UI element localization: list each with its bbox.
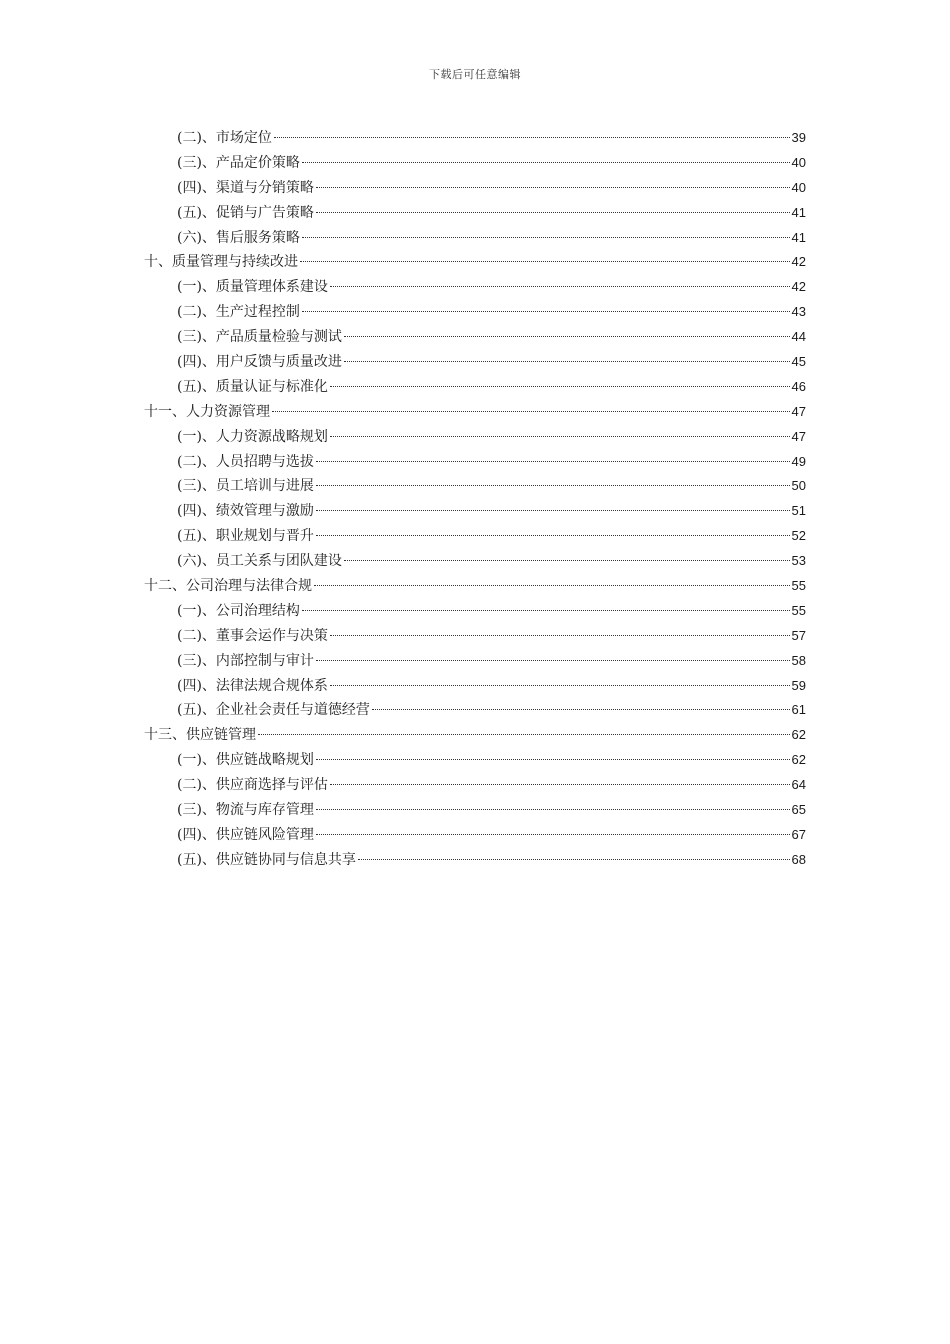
toc-section-entry[interactable] — [144, 126, 806, 151]
toc-entry-page-number: 58 — [791, 652, 806, 668]
toc-dot-leader — [274, 137, 790, 138]
toc-dot-leader — [302, 162, 790, 163]
toc-dot-leader — [316, 834, 790, 835]
toc-dot-leader — [372, 709, 790, 710]
toc-entry-page-number: 55 — [791, 578, 806, 594]
toc-entry-page-number: 52 — [791, 528, 806, 544]
toc-dot-leader — [316, 187, 790, 188]
toc-entry-page-number: 42 — [791, 254, 806, 270]
toc-dot-leader — [330, 685, 790, 686]
toc-entry-page-number: 47 — [791, 428, 806, 444]
toc-dot-leader — [316, 510, 790, 511]
toc-dot-leader — [316, 535, 790, 536]
toc-entry-page-number: 44 — [791, 329, 806, 345]
toc-entry-page-number: 64 — [791, 777, 806, 793]
toc-dot-leader — [316, 212, 790, 213]
toc-entry-title: (二)、人员招聘与选拔 — [177, 453, 314, 470]
toc-section-entry[interactable] — [144, 698, 806, 723]
toc-entry-page-number: 67 — [791, 826, 806, 842]
toc-entry-title: (三)、内部控制与审计 — [177, 652, 314, 669]
toc-section-entry[interactable] — [144, 425, 806, 450]
toc-section-entry[interactable] — [144, 748, 806, 773]
toc-dot-leader — [314, 585, 790, 586]
toc-entry-title: (二)、董事会运作与决策 — [177, 627, 328, 644]
toc-entry-page-number: 50 — [791, 478, 806, 494]
toc-section-entry[interactable] — [144, 201, 806, 226]
toc-entry-title: (二)、市场定位 — [177, 130, 272, 146]
toc-section-entry[interactable] — [144, 275, 806, 300]
toc-dot-leader — [330, 436, 790, 437]
toc-section-entry[interactable] — [144, 624, 806, 649]
toc-section-entry[interactable] — [144, 151, 806, 176]
toc-entry-title: (二)、供应商选择与评估 — [177, 777, 328, 794]
toc-section-entry[interactable] — [144, 823, 806, 848]
toc-entry-page-number: 41 — [791, 204, 806, 220]
toc-section-entry[interactable] — [144, 474, 806, 499]
toc-dot-leader — [316, 660, 790, 661]
toc-entry-title: 十一、人力资源管理 — [144, 403, 270, 420]
toc-section-entry[interactable] — [144, 176, 806, 201]
toc-entry-page-number: 57 — [791, 627, 806, 643]
toc-entry-title: 十二、公司治理与法律合规 — [144, 578, 312, 595]
toc-dot-leader — [358, 859, 790, 860]
toc-entry-page-number: 51 — [791, 503, 806, 519]
toc-entry-page-number: 65 — [791, 802, 806, 818]
toc-section-entry[interactable] — [144, 798, 806, 823]
toc-section-entry[interactable] — [144, 499, 806, 524]
toc-dot-leader — [272, 411, 790, 412]
toc-dot-leader — [302, 610, 790, 611]
toc-entry-page-number: 55 — [791, 602, 806, 618]
toc-section-entry[interactable] — [144, 350, 806, 375]
toc-dot-leader — [344, 336, 790, 337]
toc-section-entry[interactable] — [144, 674, 806, 699]
toc-section-entry[interactable] — [144, 599, 806, 624]
toc-dot-leader — [330, 635, 790, 636]
table-of-contents — [144, 126, 806, 873]
toc-section-entry[interactable] — [144, 450, 806, 475]
toc-entry-page-number: 43 — [791, 304, 806, 320]
toc-dot-leader — [300, 261, 790, 262]
toc-chapter-entry[interactable] — [144, 723, 806, 748]
toc-entry-page-number: 39 — [791, 130, 806, 145]
toc-entry-title: (五)、质量认证与标准化 — [177, 378, 328, 395]
toc-entry-page-number: 53 — [791, 553, 806, 569]
toc-entry-page-number: 46 — [791, 378, 806, 394]
toc-entry-page-number: 47 — [791, 403, 806, 419]
toc-entry-title: (五)、供应链协同与信息共享 — [177, 851, 356, 868]
toc-dot-leader — [316, 485, 790, 486]
toc-entry-title: (三)、物流与库存管理 — [177, 802, 314, 819]
toc-dot-leader — [344, 361, 790, 362]
toc-entry-title: (一)、人力资源战略规划 — [177, 428, 328, 445]
toc-dot-leader — [344, 560, 790, 561]
toc-dot-leader — [330, 784, 790, 785]
toc-chapter-entry[interactable] — [144, 400, 806, 425]
toc-entry-title: (一)、质量管理体系建设 — [177, 279, 328, 296]
toc-entry-title: (六)、售后服务策略 — [177, 229, 300, 246]
toc-entry-title: (三)、员工培训与进展 — [177, 478, 314, 495]
toc-entry-page-number: 61 — [791, 702, 806, 718]
toc-dot-leader — [330, 386, 790, 387]
toc-entry-title: (六)、员工关系与团队建设 — [177, 553, 342, 570]
toc-entry-title: (一)、公司治理结构 — [177, 602, 300, 619]
toc-section-entry[interactable] — [144, 226, 806, 251]
toc-section-entry[interactable] — [144, 649, 806, 674]
toc-entry-page-number: 41 — [791, 229, 806, 245]
toc-entry-title: (二)、生产过程控制 — [177, 304, 300, 321]
toc-entry-page-number: 62 — [791, 752, 806, 768]
toc-dot-leader — [302, 311, 790, 312]
toc-section-entry[interactable] — [144, 549, 806, 574]
toc-entry-title: (五)、职业规划与晋升 — [177, 528, 314, 545]
toc-entry-title: (五)、企业社会责任与道德经营 — [177, 702, 370, 719]
toc-chapter-entry[interactable] — [144, 574, 806, 599]
toc-section-entry[interactable] — [144, 300, 806, 325]
toc-dot-leader — [330, 286, 790, 287]
toc-dot-leader — [302, 237, 790, 238]
toc-entry-title: (五)、促销与广告策略 — [177, 204, 314, 221]
page-header: 下载后可任意编辑 — [429, 68, 521, 81]
toc-entry-page-number: 68 — [791, 851, 806, 867]
toc-entry-page-number: 49 — [791, 453, 806, 469]
toc-entry-title: (四)、绩效管理与激励 — [177, 503, 314, 520]
toc-section-entry[interactable] — [144, 848, 806, 873]
toc-entry-page-number: 62 — [791, 727, 806, 743]
toc-chapter-entry[interactable] — [144, 250, 806, 275]
toc-entry-title: 十、质量管理与持续改进 — [144, 254, 298, 271]
toc-entry-title: (四)、用户反馈与质量改进 — [177, 354, 342, 371]
toc-section-entry[interactable] — [144, 375, 806, 400]
toc-entry-page-number: 40 — [791, 154, 806, 170]
toc-dot-leader — [316, 759, 790, 760]
toc-dot-leader — [316, 461, 790, 462]
toc-dot-leader — [258, 734, 790, 735]
toc-entry-page-number: 45 — [791, 354, 806, 370]
toc-entry-title: (四)、供应链风险管理 — [177, 826, 314, 843]
toc-section-entry[interactable] — [144, 773, 806, 798]
toc-entry-page-number: 40 — [791, 179, 806, 195]
toc-entry-title: (一)、供应链战略规划 — [177, 752, 314, 769]
toc-entry-title: 十三、供应链管理 — [144, 727, 256, 744]
toc-entry-title: (四)、法律法规合规体系 — [177, 677, 328, 694]
toc-section-entry[interactable] — [144, 325, 806, 350]
toc-section-entry[interactable] — [144, 524, 806, 549]
toc-entry-title: (三)、产品定价策略 — [177, 154, 300, 171]
toc-entry-page-number: 42 — [791, 279, 806, 295]
toc-entry-title: (四)、渠道与分销策略 — [177, 179, 314, 196]
toc-entry-title: (三)、产品质量检验与测试 — [177, 329, 342, 346]
toc-entry-page-number: 59 — [791, 677, 806, 693]
toc-dot-leader — [316, 809, 790, 810]
